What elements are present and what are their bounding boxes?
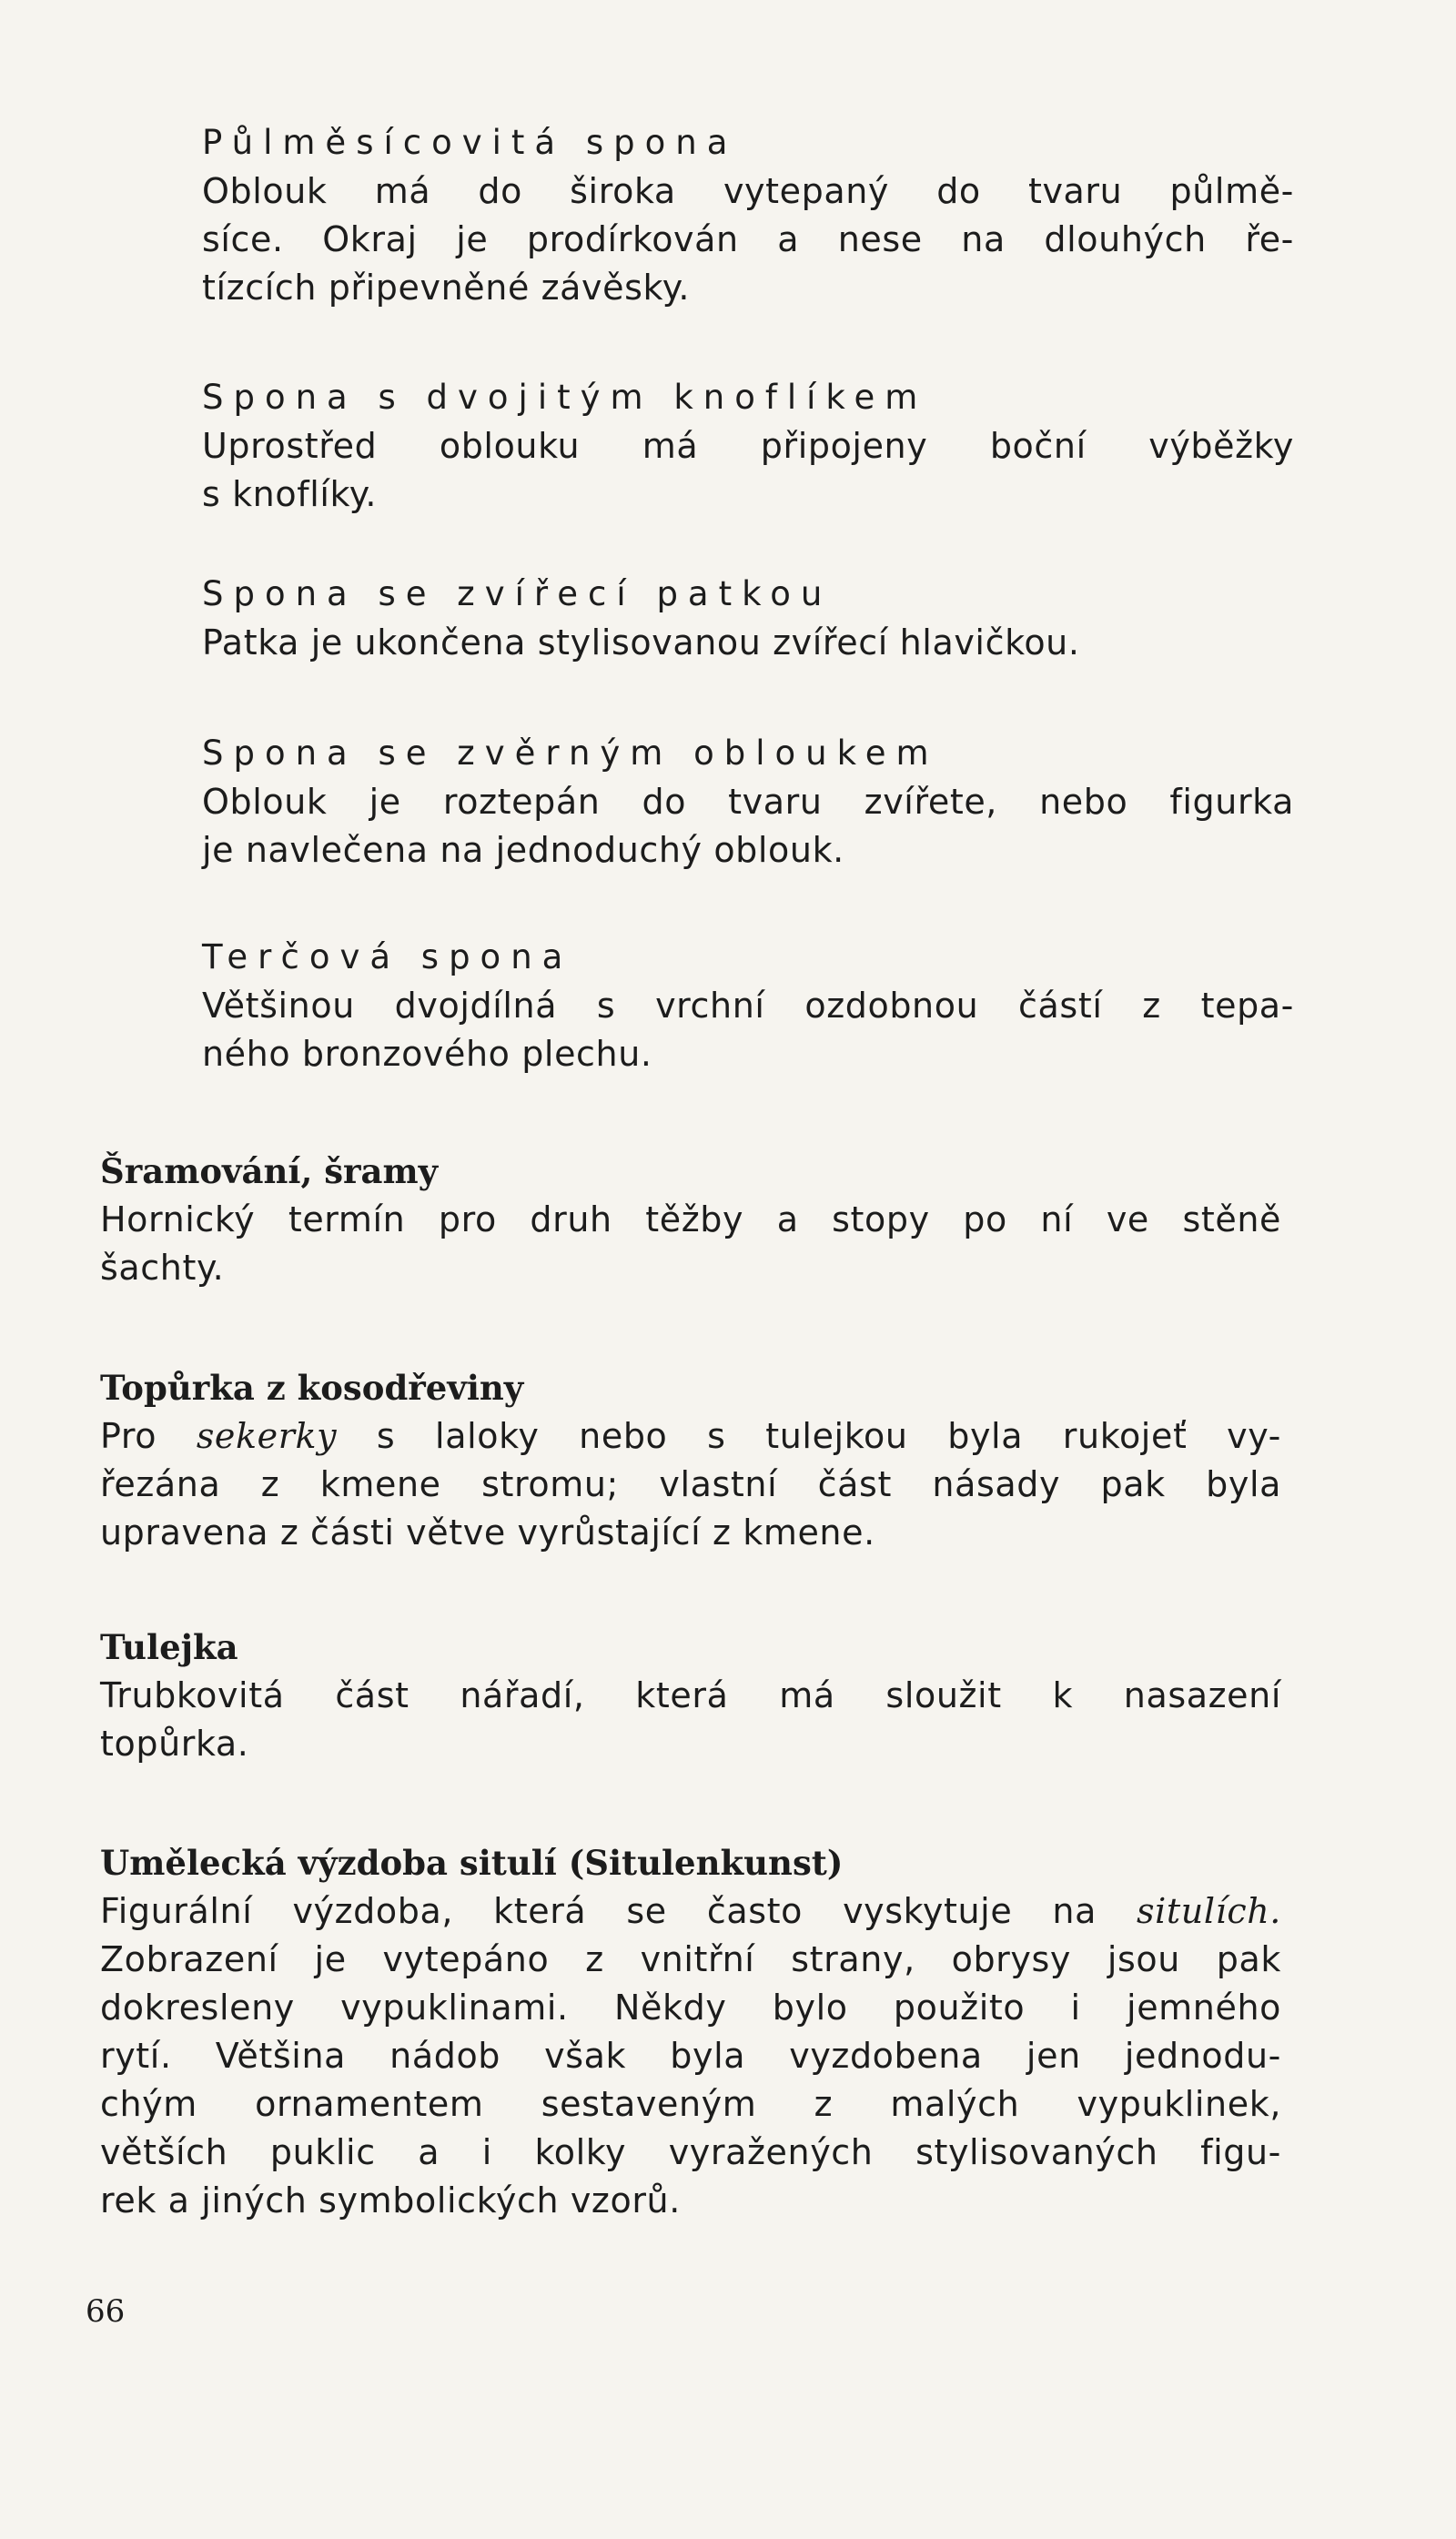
entry-heading: Tulejka	[100, 1627, 238, 1667]
subentry-dvojity-knoflik	[202, 373, 1294, 519]
subentry-line: Patka je ukončena stylisovanou zvířecí hlavičkou.	[202, 622, 1080, 663]
entry-tulejka	[100, 1623, 1281, 1768]
subentry-zvireci-patka	[202, 570, 1294, 667]
entry-line: Zobrazení je vytepáno z vnitřní strany, obrysy jsou pak	[100, 1939, 1281, 1979]
subentry-line: síce. Okraj je prodírkován a nese na dlouhých ře-	[202, 219, 1294, 259]
subentry-line: Uprostřed oblouku má připojeny boční výběžky	[202, 426, 1294, 466]
entry-text: Pro	[100, 1416, 197, 1456]
entry-line: chým ornamentem sestaveným z malých vypuklinek,	[100, 2084, 1281, 2124]
entry-topurka	[100, 1363, 1281, 1557]
page-number: 66	[86, 2293, 126, 2330]
entry-text: Figurální výzdoba, která se často vyskytuje na	[100, 1891, 1138, 1931]
entry-line: řezána z kmene stromu; vlastní část násady pak byla	[100, 1464, 1281, 1504]
subentry-heading: Půlměsícovitá spona	[202, 123, 738, 162]
subentry-line: je navlečena na jednoduchý oblouk.	[202, 830, 844, 870]
entry-line: rytí. Většina nádob však byla vyzdobena jen jednodu-	[100, 2036, 1281, 2076]
subentry-line: s knoflíky.	[202, 474, 378, 514]
subentry-heading: Terčová spona	[202, 937, 573, 976]
entry-line: Trubkovitá část nářadí, která má sloužit k nasazení	[100, 1675, 1281, 1715]
entry-text-italic: sekerky	[196, 1416, 338, 1456]
entry-line: rek a jiných symbolických vzorů.	[100, 2180, 681, 2220]
entry-text-italic: situlích.	[1137, 1891, 1281, 1931]
entry-line: šachty.	[100, 1248, 225, 1288]
subentry-line: ného bronzového plechu.	[202, 1034, 652, 1074]
subentry-pulmesicovita	[202, 118, 1294, 312]
entry-heading: Topůrka z kosodřeviny	[100, 1368, 524, 1408]
subentry-line: Oblouk má do široka vytepaný do tvaru půlmě-	[202, 171, 1294, 211]
subentry-zverny-oblouk	[202, 729, 1294, 875]
subentry-heading: Spona se zvěrným obloukem	[202, 733, 939, 773]
subentry-heading: Spona s dvojitým knoflíkem	[202, 378, 928, 417]
subentry-line: tízcích připevněné závěsky.	[202, 268, 691, 308]
entry-line	[100, 1887, 1281, 1936]
entry-umelecka-vyzdoba	[100, 1838, 1281, 2225]
subentry-heading: Spona se zvířecí patkou	[202, 574, 833, 613]
entry-text: s laloky nebo s tulejkou byla rukojeť vy-	[337, 1416, 1281, 1456]
subentry-line: Oblouk je roztepán do tvaru zvířete, nebo figurka	[202, 782, 1294, 822]
entry-line: Hornický termín pro druh těžby a stopy po ní ve stěně	[100, 1199, 1281, 1239]
entry-line: topůrka.	[100, 1724, 249, 1764]
entry-line: dokresleny vypuklinami. Někdy bylo použito i jemného	[100, 1988, 1281, 2028]
entry-heading: Umělecká výzdoba situlí (Situlenkunst)	[100, 1843, 844, 1883]
entry-line: větších puklic a i kolky vyražených stylisovaných figu-	[100, 2132, 1281, 2172]
subentry-tercova	[202, 933, 1294, 1078]
entry-sramovani	[100, 1147, 1281, 1292]
entry-line: upravena z části větve vyrůstající z kmene.	[100, 1512, 875, 1553]
subentry-line: Většinou dvojdílná s vrchní ozdobnou částí z tepa-	[202, 986, 1294, 1026]
entry-line	[100, 1412, 1281, 1461]
entry-heading: Šramování, šramy	[100, 1151, 439, 1191]
